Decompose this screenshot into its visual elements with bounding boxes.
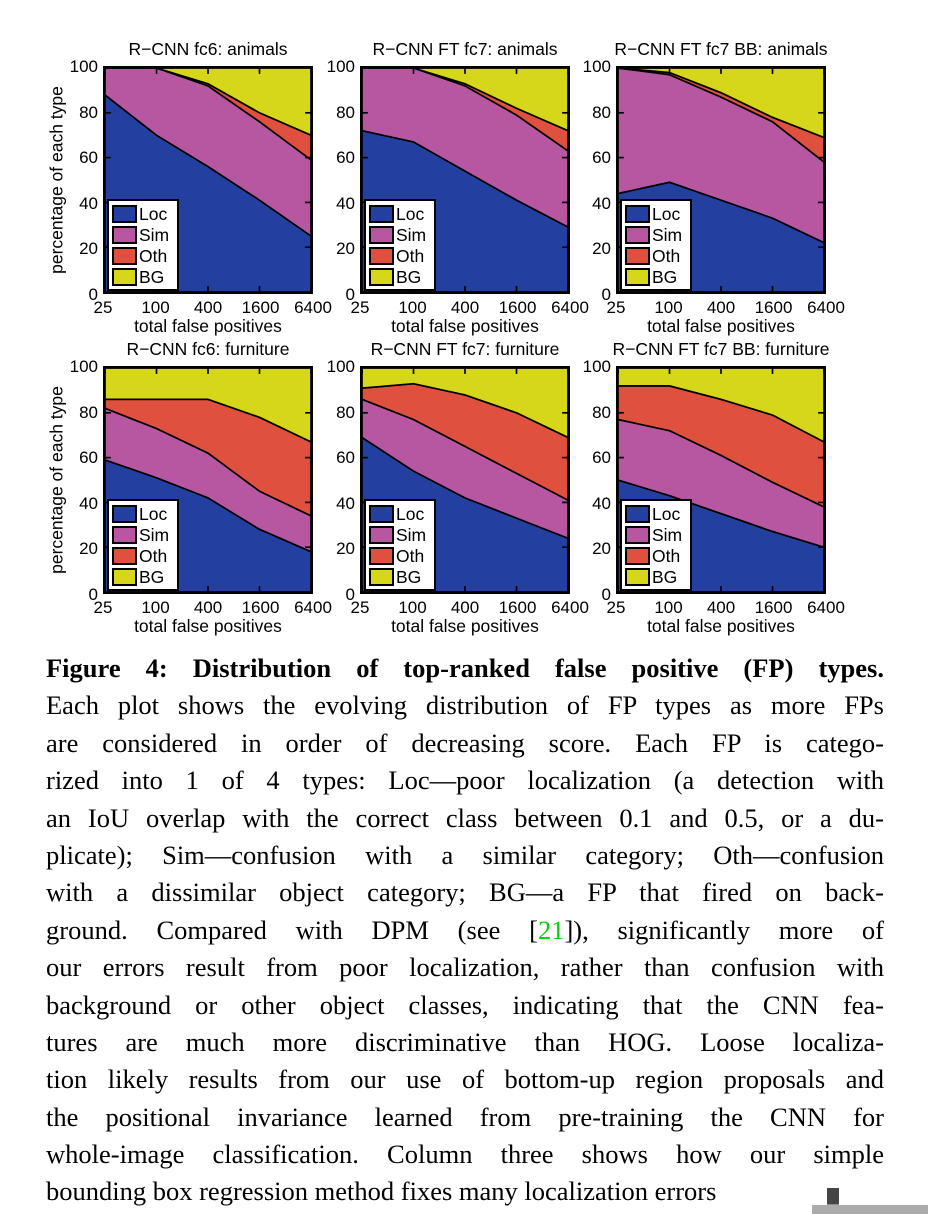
- y-tick-label: 20: [592, 239, 611, 259]
- y-tick-label: 60: [336, 148, 355, 168]
- legend-swatch-bg: [112, 568, 137, 586]
- legend-item-loc: [369, 503, 426, 524]
- legend-swatch-sim: [625, 226, 650, 244]
- y-axis-label: percentage of each type: [46, 86, 67, 274]
- y-tick-label: 0: [88, 585, 98, 604]
- legend-swatch-oth: [112, 547, 137, 565]
- legend-item-oth: [112, 245, 169, 266]
- legend-item-bg: [369, 566, 426, 587]
- legend-label: Loc: [139, 203, 168, 224]
- legend-swatch-bg: [369, 568, 394, 586]
- legend-label: Loc: [396, 203, 425, 224]
- legend-label: Sim: [652, 224, 683, 245]
- caption-line: [46, 874, 884, 911]
- caption-line: [46, 987, 884, 1024]
- legend-item-oth: [625, 245, 682, 266]
- caption-text: rized into 1 of 4 types: Loc—poor localization (a detection with: [46, 765, 884, 796]
- y-tick-label: 20: [336, 239, 355, 259]
- y-tick-label: 80: [336, 402, 355, 422]
- x-tick-label: 6400: [551, 298, 589, 317]
- gray-bar-artifact: [812, 1205, 928, 1214]
- y-tick-label: 80: [336, 102, 355, 122]
- x-tick-label: 25: [350, 598, 370, 617]
- legend-item-loc: [625, 503, 682, 524]
- legend-label: Sim: [652, 524, 683, 545]
- caption-text: tion likely results from our use of bottom-up region proposals and: [46, 1064, 884, 1095]
- legend-swatch-sim: [369, 526, 394, 544]
- legend-label: Oth: [139, 545, 168, 566]
- y-tick-label: 20: [592, 539, 611, 559]
- x-tick-label: 25: [350, 298, 370, 317]
- x-tick-label: 6400: [294, 598, 332, 617]
- legend: [107, 499, 179, 591]
- chart-title: R−CNN fc6: animals: [128, 39, 288, 59]
- x-tick-label: 100: [398, 298, 427, 317]
- legend-label: BG: [652, 266, 678, 287]
- caption-line: [46, 650, 884, 687]
- legend-item-sim: [112, 224, 169, 245]
- x-axis-label: total false positives: [391, 616, 539, 636]
- legend-swatch-loc: [369, 205, 394, 223]
- y-tick-label: 40: [592, 493, 611, 513]
- legend-item-oth: [369, 545, 426, 566]
- y-tick-label: 100: [326, 357, 355, 376]
- y-tick-label: 20: [336, 539, 355, 559]
- caption-text: plicate); Sim—confusion with a similar category; Oth—confusion: [46, 839, 884, 870]
- y-tick-label: 0: [88, 285, 98, 304]
- y-tick-label: 100: [582, 357, 611, 376]
- legend-item-loc: [625, 203, 682, 224]
- chart-title: R−CNN FT fc7: animals: [372, 39, 558, 59]
- y-tick-label: 60: [79, 148, 98, 168]
- legend-item-loc: [112, 203, 169, 224]
- legend-swatch-loc: [625, 205, 650, 223]
- legend-label: Oth: [139, 245, 168, 266]
- x-tick-label: 400: [193, 598, 223, 617]
- chart-title: R−CNN FT fc7 BB: animals: [614, 39, 828, 59]
- legend-swatch-loc: [112, 205, 137, 223]
- x-tick-label: 100: [654, 298, 683, 317]
- chart-6: [582, 339, 845, 636]
- legend-item-bg: [369, 266, 426, 287]
- x-axis-label: total false positives: [647, 616, 795, 636]
- y-tick-label: 20: [79, 539, 98, 559]
- x-tick-label: 100: [141, 298, 170, 317]
- x-tick-label: 100: [398, 598, 427, 617]
- legend-item-sim: [369, 524, 426, 545]
- caption-text: background or other object classes, indicating that the CNN fea-: [46, 989, 884, 1020]
- legend-item-oth: [112, 545, 169, 566]
- legend-swatch-loc: [112, 505, 137, 523]
- legend-label: Loc: [139, 503, 168, 524]
- legend-item-oth: [625, 545, 682, 566]
- legend-item-sim: [625, 224, 682, 245]
- legend-item-sim: [112, 524, 169, 545]
- caption-line: [46, 762, 884, 799]
- y-tick-label: 0: [601, 285, 611, 304]
- legend-item-sim: [369, 224, 426, 245]
- x-axis-label: total false positives: [134, 616, 282, 636]
- legend-swatch-bg: [369, 268, 394, 286]
- caption-line: [46, 1099, 884, 1136]
- legend-item-bg: [112, 266, 169, 287]
- legend-label: BG: [396, 566, 422, 587]
- y-tick-label: 60: [79, 448, 98, 468]
- x-tick-label: 400: [450, 298, 480, 317]
- y-tick-label: 40: [79, 193, 98, 213]
- legend-label: Sim: [139, 224, 170, 245]
- legend-swatch-oth: [112, 247, 137, 265]
- y-tick-label: 80: [592, 102, 611, 122]
- y-axis-label: percentage of each type: [46, 386, 67, 574]
- x-tick-label: 6400: [294, 298, 332, 317]
- x-tick-label: 6400: [551, 598, 589, 617]
- caption-line: [46, 1024, 884, 1061]
- x-tick-label: 25: [93, 298, 113, 317]
- caption-text: are considered in order of decreasing score. Each FP is catego-: [46, 727, 884, 758]
- y-tick-label: 40: [592, 193, 611, 213]
- x-tick-label: 1600: [498, 598, 537, 617]
- legend-swatch-sim: [369, 226, 394, 244]
- legend-label: Sim: [139, 524, 170, 545]
- caption-line: [46, 837, 884, 874]
- y-tick-label: 80: [79, 102, 98, 122]
- x-tick-label: 1600: [754, 298, 793, 317]
- legend-label: BG: [396, 266, 422, 287]
- legend-swatch-oth: [369, 247, 394, 265]
- caption-text: Figure 4: Distribution of top-ranked false positive (FP) types.: [46, 653, 884, 683]
- legend-swatch-oth: [625, 247, 650, 265]
- legend-label: BG: [139, 266, 165, 287]
- y-tick-label: 100: [69, 57, 98, 76]
- legend-item-oth: [369, 245, 426, 266]
- y-tick-label: 0: [601, 585, 611, 604]
- caption-line: [46, 1061, 884, 1098]
- caption-line: [46, 800, 884, 837]
- caption-text: an IoU overlap with the correct class between 0.1 and 0.5, or a du-: [46, 802, 884, 833]
- legend-swatch-loc: [369, 505, 394, 523]
- x-tick-label: 25: [606, 598, 626, 617]
- chart-3: [582, 39, 845, 336]
- legend-item-loc: [112, 503, 169, 524]
- legend-item-bg: [112, 566, 169, 587]
- legend-item-bg: [625, 266, 682, 287]
- legend-swatch-sim: [112, 226, 137, 244]
- y-tick-label: 20: [79, 239, 98, 259]
- caption-text: ]), significantly more of: [564, 914, 884, 945]
- legend-swatch-oth: [625, 547, 650, 565]
- x-tick-label: 6400: [807, 298, 845, 317]
- caption-line: [46, 687, 884, 724]
- y-tick-label: 0: [345, 585, 355, 604]
- x-tick-label: 1600: [241, 298, 280, 317]
- x-axis-label: total false positives: [391, 316, 539, 336]
- y-tick-label: 60: [592, 448, 611, 468]
- caption-text: with a dissimilar object category; BG—a FP that fired on back-: [46, 877, 884, 908]
- y-tick-label: 40: [79, 493, 98, 513]
- legend-swatch-sim: [625, 526, 650, 544]
- legend-label: Loc: [652, 503, 681, 524]
- legend-item-bg: [625, 566, 682, 587]
- legend-swatch-sim: [112, 526, 137, 544]
- x-tick-label: 400: [450, 598, 480, 617]
- legend: [364, 499, 436, 591]
- x-tick-label: 400: [193, 298, 223, 317]
- x-tick-label: 1600: [241, 598, 280, 617]
- caption-line: [46, 1173, 884, 1210]
- legend-label: Sim: [396, 524, 427, 545]
- chart-5: [326, 339, 589, 636]
- legend: [364, 199, 436, 291]
- y-tick-label: 100: [326, 57, 355, 76]
- y-tick-label: 60: [592, 148, 611, 168]
- x-tick-label: 400: [706, 298, 736, 317]
- legend-label: Oth: [396, 545, 425, 566]
- legend-label: Oth: [652, 545, 681, 566]
- caption-text: tures are much more discriminative than HOG. Loose localiza-: [46, 1026, 884, 1057]
- caption-text: bounding box regression method fixes many localization errors: [46, 1176, 717, 1207]
- legend-item-loc: [369, 203, 426, 224]
- legend-label: Oth: [396, 245, 425, 266]
- x-tick-label: 400: [706, 598, 736, 617]
- chart-title: R−CNN FT fc7: furniture: [370, 339, 560, 359]
- y-tick-label: 0: [345, 285, 355, 304]
- legend-label: BG: [139, 566, 165, 587]
- chart-2: [326, 39, 589, 336]
- legend-label: Loc: [652, 203, 681, 224]
- legend: [620, 499, 692, 591]
- chart-title: R−CNN FT fc7 BB: furniture: [612, 339, 830, 359]
- x-tick-label: 1600: [498, 298, 537, 317]
- legend-swatch-bg: [625, 268, 650, 286]
- legend: [620, 199, 692, 291]
- legend-label: Loc: [396, 503, 425, 524]
- y-tick-label: 40: [336, 193, 355, 213]
- y-tick-label: 60: [336, 448, 355, 468]
- citation-link-21[interactable]: 21: [537, 914, 565, 945]
- caption-text: our errors result from poor localization, rather than confusion with: [46, 952, 884, 983]
- legend: [107, 199, 179, 291]
- chart-4: [46, 339, 332, 636]
- legend-swatch-loc: [625, 505, 650, 523]
- legend-swatch-oth: [369, 547, 394, 565]
- x-tick-label: 100: [654, 598, 683, 617]
- legend-label: Sim: [396, 224, 427, 245]
- legend-swatch-bg: [625, 568, 650, 586]
- chart-title: R−CNN fc6: furniture: [126, 339, 290, 359]
- y-tick-label: 80: [79, 402, 98, 422]
- chart-1: [46, 39, 332, 336]
- legend-item-sim: [625, 524, 682, 545]
- caption-text: the positional invariance learned from pre-training the CNN for: [46, 1101, 884, 1132]
- caption-line: [46, 912, 884, 949]
- legend-label: BG: [652, 566, 678, 587]
- caption-line: [46, 725, 884, 762]
- y-tick-label: 100: [582, 57, 611, 76]
- x-axis-label: total false positives: [647, 316, 795, 336]
- x-axis-label: total false positives: [134, 316, 282, 336]
- x-tick-label: 25: [606, 298, 626, 317]
- x-tick-label: 25: [93, 598, 113, 617]
- caption-line: [46, 949, 884, 986]
- y-tick-label: 100: [69, 357, 98, 376]
- caption-line: [46, 1136, 884, 1173]
- caption-text: ground. Compared with DPM (see [: [46, 914, 538, 945]
- y-tick-label: 40: [336, 493, 355, 513]
- figure-4-caption: [46, 650, 884, 1211]
- caption-text: whole-image classification. Column three shows how our simple: [46, 1139, 884, 1170]
- caption-text: Each plot shows the evolving distribution of FP types as more FPs: [46, 690, 884, 721]
- x-tick-label: 6400: [807, 598, 845, 617]
- y-tick-label: 80: [592, 402, 611, 422]
- x-tick-label: 100: [141, 598, 170, 617]
- legend-label: Oth: [652, 245, 681, 266]
- x-tick-label: 1600: [754, 598, 793, 617]
- legend-swatch-bg: [112, 268, 137, 286]
